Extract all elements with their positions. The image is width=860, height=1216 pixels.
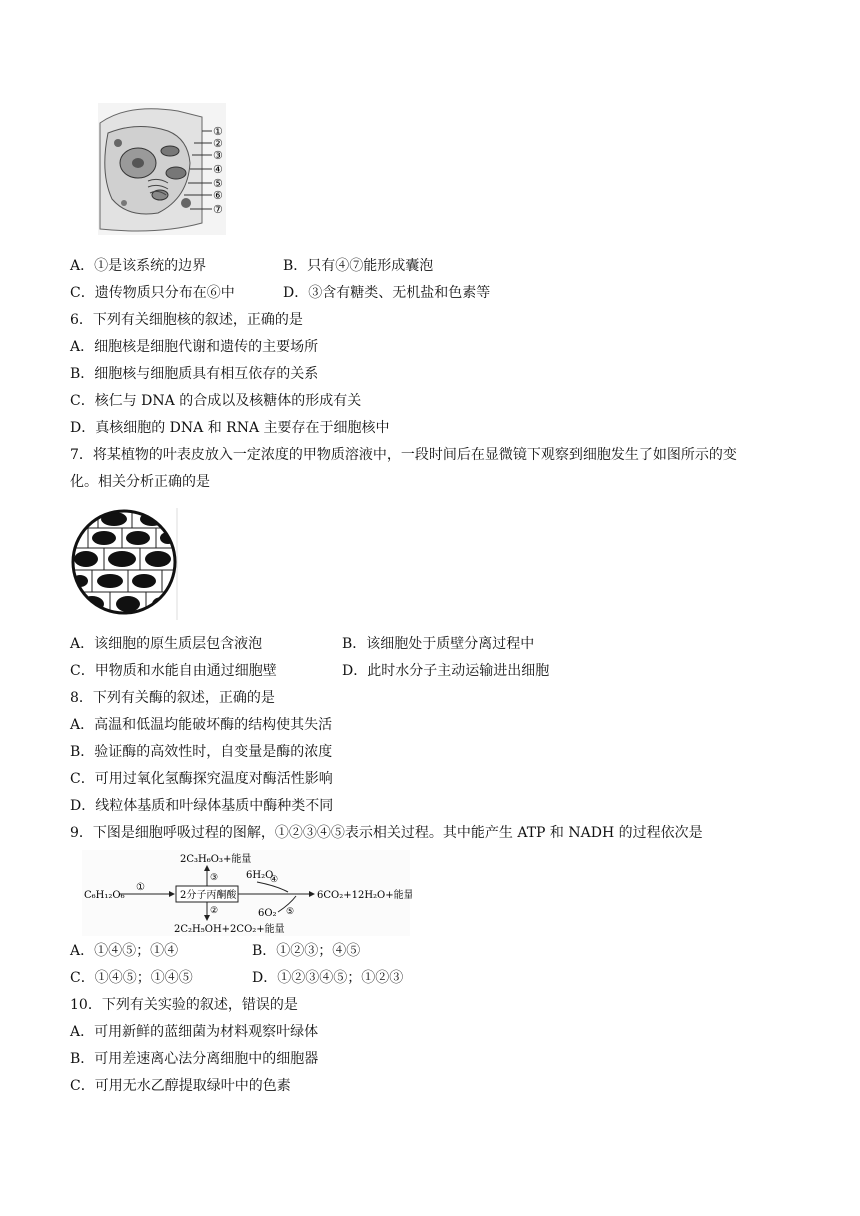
alcohol-label: 2C₂H₅OH+2CO₂+能量 (174, 924, 285, 935)
q5-option-d: D．③含有糖类、无机盐和色素等 (283, 285, 491, 301)
q8-option-a: A．高温和低温均能破坏酶的结构使其失活 (70, 717, 333, 733)
figure-label: ② (213, 137, 223, 150)
step1-label: ① (136, 882, 145, 893)
lactate-label: 2C₃H₆O₃+能量 (180, 854, 252, 865)
q5-option-c: C．遗传物质只分布在⑥中 (70, 285, 235, 301)
q8-option-d: D．线粒体基质和叶绿体基质中酶种类不同 (70, 798, 334, 814)
q6-option-b: B．细胞核与细胞质具有相互依存的关系 (70, 366, 319, 382)
q6-option-c: C．核仁与 DNA 的合成以及核糖体的形成有关 (70, 393, 362, 409)
figure-label: ③ (213, 149, 223, 162)
q10-option-c: C．可用无水乙醇提取绿叶中的色素 (70, 1078, 291, 1094)
q5-option-a: A．①是该系统的边界 (70, 258, 207, 274)
q9-option-c: C．①④⑤；①④⑤ (70, 970, 193, 986)
respiration-diagram (82, 850, 412, 938)
q6-option-a: A．细胞核是细胞代谢和遗传的主要场所 (70, 339, 319, 355)
step2-label: ② (210, 906, 219, 916)
aerobic-product-label: 6CO₂+12H₂O+能量 (317, 890, 412, 901)
q6-option-d: D．真核细胞的 DNA 和 RNA 主要存在于细胞核中 (70, 420, 390, 436)
q6-stem: 6．下列有关细胞核的叙述，正确的是 (70, 312, 303, 328)
q9-option-d: D．①②③④⑤；①②③ (252, 970, 404, 986)
q7-option-c: C．甲物质和水能自由通过细胞壁 (70, 663, 277, 679)
oxygen-label: 6O₂ (258, 908, 277, 919)
respiration-diagram-svg (82, 850, 412, 938)
step3-label: ③ (210, 873, 219, 883)
step5-label: ⑤ (286, 907, 295, 917)
figure-label: ① (213, 125, 223, 138)
q7-option-b: B．该细胞处于质壁分离过程中 (342, 636, 535, 652)
q9-stem: 9．下图是细胞呼吸过程的图解，①②③④⑤表示相关过程。其中能产生 ATP 和 NADH 的过程依次是 (70, 825, 703, 841)
glucose-label: C₆H₁₂O₆ (84, 890, 125, 901)
cell-structure-image (98, 103, 228, 235)
figure-label: ⑦ (213, 203, 223, 216)
q8-option-b: B．验证酶的高效性时，自变量是酶的浓度 (70, 744, 333, 760)
q10-option-a: A．可用新鲜的蓝细菌为材料观察叶绿体 (70, 1024, 319, 1040)
figure-label: ⑥ (213, 189, 223, 202)
figure-label: ④ (213, 163, 223, 176)
q8-stem: 8．下列有关酶的叙述，正确的是 (70, 690, 275, 706)
q10-stem: 10．下列有关实验的叙述，错误的是 (70, 997, 298, 1013)
q9-option-b: B．①②③；④⑤ (252, 943, 361, 959)
q10-option-b: B．可用差速离心法分离细胞中的细胞器 (70, 1051, 319, 1067)
q8-option-c: C．可用过氧化氢酶探究温度对酶活性影响 (70, 771, 333, 787)
pyruvate-label: 2分子丙酮酸 (180, 890, 237, 901)
cell-structure-figure (98, 103, 228, 235)
figure-label: ⑤ (213, 177, 223, 190)
q7-option-d: D．此时水分子主动运输进出细胞 (342, 663, 550, 679)
q7-stem-line1: 7．将某植物的叶表皮放入一定浓度的甲物质溶液中，一段时间后在显微镜下观察到细胞发生了如图所示的变 (70, 447, 737, 463)
water-label: 6H₂O (246, 870, 274, 881)
q9-option-a: A．①④⑤；①④ (70, 943, 179, 959)
step4-label: ④ (270, 875, 279, 885)
plasmolysis-image (70, 508, 180, 620)
q5-option-b: B．只有④⑦能形成囊泡 (283, 258, 434, 274)
plasmolysis-figure (70, 508, 180, 620)
q7-stem-line2: 化。相关分析正确的是 (70, 474, 210, 490)
q7-option-a: A．该细胞的原生质层包含液泡 (70, 636, 263, 652)
